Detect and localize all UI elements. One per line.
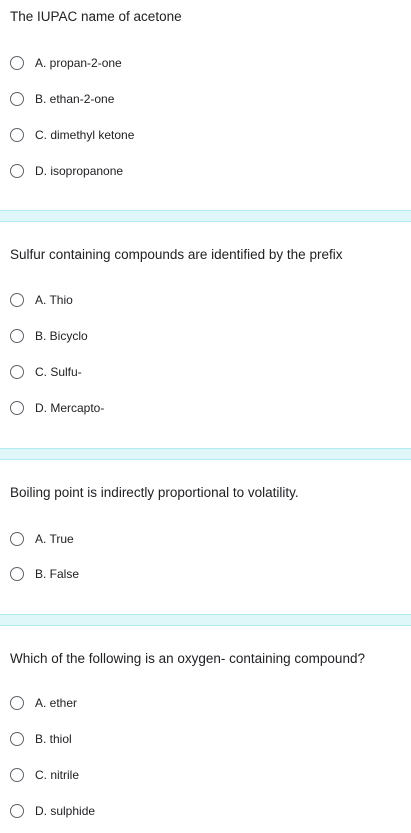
option-label: B. thiol: [35, 732, 72, 746]
section-separator: [0, 614, 411, 626]
option-label: A. Thio: [35, 293, 73, 307]
option-1c[interactable]: [0, 124, 134, 146]
question-text-2: Sulfur containing compounds are identified by the prefix: [10, 247, 343, 262]
section-separator: [0, 448, 411, 460]
option-4b[interactable]: [0, 728, 72, 750]
question-text-3: Boiling point is indirectly proportional to volatility.: [10, 485, 299, 500]
radio-button-icon[interactable]: [10, 92, 24, 106]
question-text-1: The IUPAC name of acetone: [10, 9, 182, 24]
radio-button-icon[interactable]: [10, 293, 24, 307]
option-label: C. dimethyl ketone: [35, 128, 135, 142]
option-1b[interactable]: [0, 88, 114, 110]
option-2c[interactable]: [0, 361, 82, 383]
option-label: A. ether: [35, 696, 78, 710]
radio-button-icon[interactable]: [10, 696, 24, 710]
question-card-2: [0, 222, 411, 448]
option-1a[interactable]: [0, 52, 122, 74]
radio-button-icon[interactable]: [10, 532, 24, 546]
question-card-3: [0, 460, 411, 614]
radio-button-icon[interactable]: [10, 401, 24, 415]
option-4d[interactable]: [0, 800, 95, 822]
option-label: D. isopropanone: [35, 164, 124, 178]
option-4a[interactable]: [0, 692, 77, 714]
option-2d[interactable]: [0, 397, 104, 419]
option-1d[interactable]: [0, 160, 123, 182]
option-3b[interactable]: [0, 563, 79, 585]
radio-button-icon[interactable]: [10, 804, 24, 818]
option-label: B. False: [35, 567, 80, 581]
option-4c[interactable]: [0, 764, 79, 786]
radio-button-icon[interactable]: [10, 365, 24, 379]
option-2a[interactable]: [0, 289, 73, 311]
question-text-4: Which of the following is an oxygen- containing compound?: [10, 651, 365, 666]
radio-button-icon[interactable]: [10, 329, 24, 343]
radio-button-icon[interactable]: [10, 128, 24, 142]
radio-button-icon[interactable]: [10, 164, 24, 178]
question-card-1: [0, 0, 411, 210]
option-2b[interactable]: [0, 325, 88, 347]
option-label: B. ethan-2-one: [35, 92, 115, 106]
section-separator: [0, 210, 411, 222]
radio-button-icon[interactable]: [10, 732, 24, 746]
option-label: B. Bicyclo: [35, 329, 88, 343]
option-label: A. True: [35, 532, 74, 546]
option-3a[interactable]: [0, 528, 74, 550]
question-card-4: [0, 626, 411, 833]
option-label: D. sulphide: [35, 804, 96, 818]
radio-button-icon[interactable]: [10, 768, 24, 782]
radio-button-icon[interactable]: [10, 56, 24, 70]
option-label: C. Sulfu-: [35, 365, 82, 379]
option-label: D. Mercapto-: [35, 401, 105, 415]
radio-button-icon[interactable]: [10, 567, 24, 581]
option-label: C. nitrile: [35, 768, 80, 782]
option-label: A. propan-2-one: [35, 56, 122, 70]
